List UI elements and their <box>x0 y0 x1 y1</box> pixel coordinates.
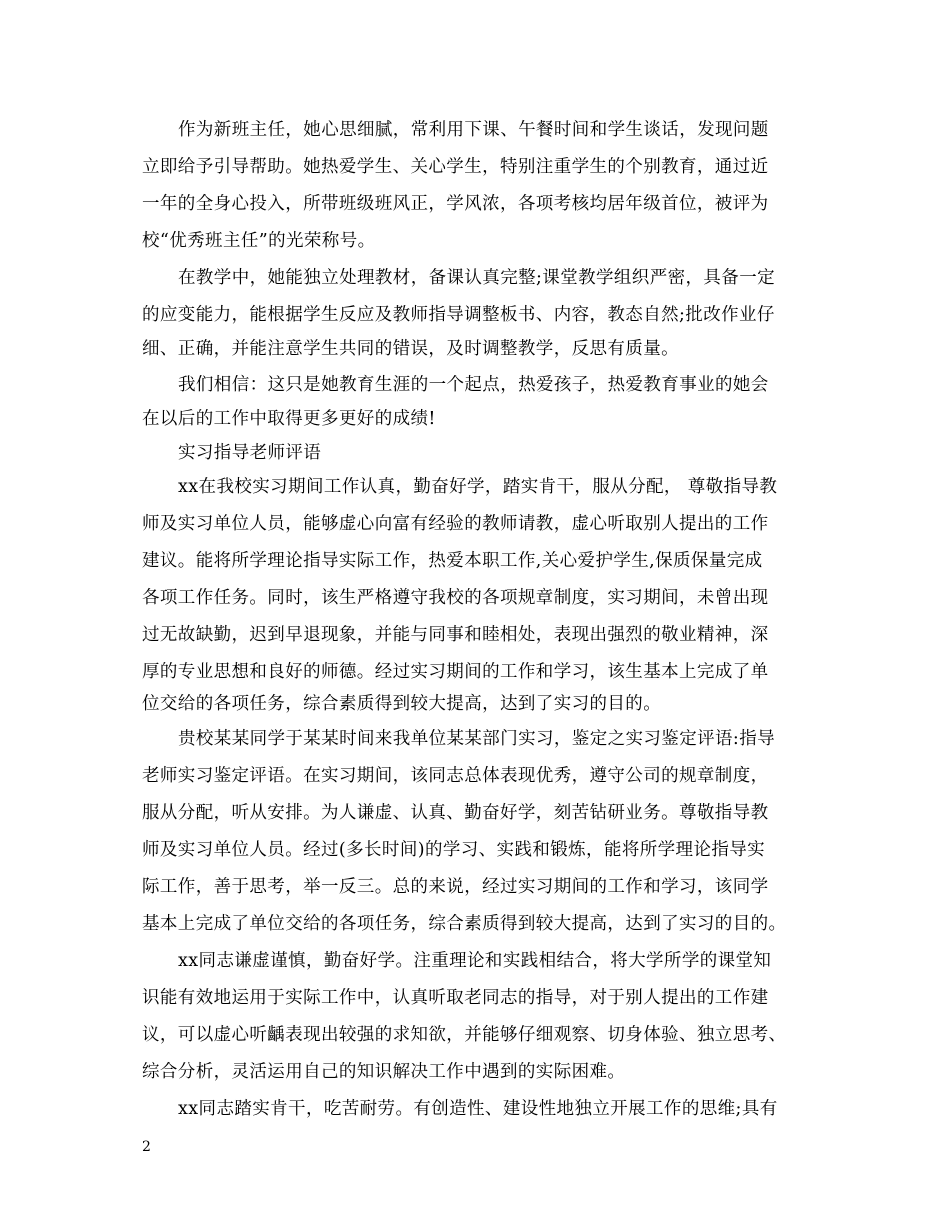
body-text-line: 贵校某某同学于某某时间来我单位某某部门实习，鉴定之实习鉴定评语:指导 <box>178 729 775 749</box>
body-text-line: 的应变能力，能根据学生反应及教师指导调整板书、内容，教态自然;批改作业仔 <box>142 305 775 325</box>
body-text-line: 际工作，善于思考，举一反三。总的来说，经过实习期间的工作和学习，该同学 <box>142 877 769 897</box>
page-number: 2 <box>142 1139 151 1155</box>
body-text-line: 过无故缺勤，迟到早退现象，并能与同事和睦相处，表现出强烈的敬业精神，深 <box>142 625 769 645</box>
body-text-line: 综合分析，灵活运用自己的知识解决工作中遇到的实际困难。 <box>142 1062 626 1082</box>
body-text-line: 一年的全身心投入，所带班级班风正，学风浓，各项考核均居年级首位，被评为 <box>142 194 769 214</box>
body-text-line: 立即给予引导帮助。她热爱学生、关心学生，特别注重学生的个别教育，通过近 <box>142 157 769 177</box>
section-heading: 实习指导老师评语 <box>178 443 322 463</box>
body-text-line: 各项工作任务。同时，该生严格遵守我校的各项规章制度，实习期间，未曾出现 <box>142 588 769 608</box>
body-text-line: xx同志谦虚谨慎，勤奋好学。注重理论和实践相结合，将大学所学的课堂知 <box>178 951 772 971</box>
body-text-line: 位交给的各项任务，综合素质得到较大提高，达到了实习的目的。 <box>142 694 662 714</box>
body-text-line: 我们相信：这只是她教育生涯的一个起点，热爱孩子，热爱教育事业的她会 <box>178 375 769 395</box>
body-text-line: 师及实习单位人员，能够虚心向富有经验的教师请教，虚心听取别人提出的工作 <box>142 514 769 534</box>
body-text-line: 议，可以虚心听齲表现出较强的求知欲，并能够仔细观察、切身体验、独立思考、 <box>142 1025 787 1045</box>
body-text-line: 作为新班主任，她心思细腻，常利用下课、午餐时间和学生谈话，发现问题 <box>178 120 769 140</box>
body-text-line: xx在我校实习期间工作认真，勤奋好学，踏实肯干，服从分配， 尊敬指导教 <box>178 477 778 497</box>
body-text-line: 识能有效地运用于实际工作中，认真听取老同志的指导，对于别人提出的工作建 <box>142 988 769 1008</box>
body-text-line: 在教学中，她能独立处理教材，备课认真完整;课堂教学组织严密，具备一定 <box>178 268 775 288</box>
body-text-line: 建议。能将所学理论指导实际工作，热爱本职工作,关心爱护学生,保质保量完成 <box>142 551 763 571</box>
body-text-line: 基本上完成了单位交给的各项任务，综合素质得到较大提高，达到了实习的目的。 <box>142 914 787 934</box>
body-text-line: 校“优秀班主任”的光荣称号。 <box>142 231 376 251</box>
body-text-line: 细、正确，并能注意学生共同的错误，及时调整教学，反思有质量。 <box>142 339 679 359</box>
body-text-line: 服从分配，听从安排。为人谦虚、认真、勤奋好学，刻苦钻研业务。尊敬指导教 <box>142 803 769 823</box>
body-text-line: 厚的专业思想和良好的师德。经过实习期间的工作和学习，该生基本上完成了单 <box>142 662 769 682</box>
body-text-line: xx同志踏实肯干，吃苦耐劳。有创造性、建设性地独立开展工作的思维;具有 <box>178 1099 778 1119</box>
body-text-line: 老师实习鉴定评语。在实习期间，该同志总体表现优秀，遵守公司的规章制度， <box>142 766 769 786</box>
body-text-line: 师及实习单位人员。经过(多长时间)的学习、实践和锻炼，能将所学理论指导实 <box>142 840 766 860</box>
body-text-line: 在以后的工作中取得更多更好的成绩! <box>142 409 436 429</box>
